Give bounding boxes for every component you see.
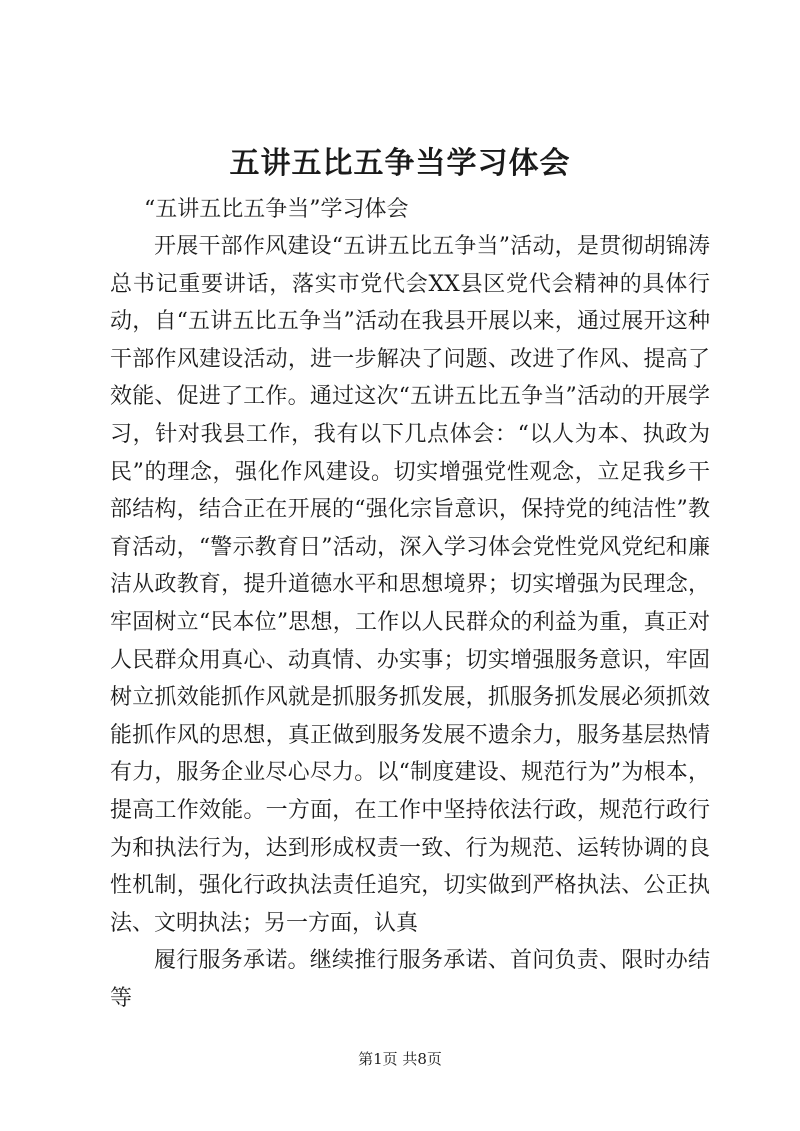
page-number-footer: 第1页 共8页 [358, 1050, 442, 1068]
document-title: 五讲五比五争当学习体会 [229, 146, 571, 181]
document-subtitle: “五讲五比五争当”学习体会 [144, 197, 409, 222]
paragraph: 履行服务承诺。继续推行服务承诺、首问负责、限时办结等 [110, 948, 710, 1011]
document-body [110, 228, 710, 1017]
paragraph: 开展干部作风建设“五讲五比五争当”活动，是贯彻胡锦涛总书记重要讲话，落实市党代会XX县区党代会精神的具体行动，自“五讲五比五争当”活动在我县开展以来，通过展开这种干部作风建设活动，进一步解决了问题、改进了作风、提高了效能、促进了工作。通过这次“五讲五比五争当”活动的开展学习，针对我县工作，我有以下几点体会：“以人为本、执政为民”的理念，强化作风建设。切实增强党性观念，立足我乡干部结构，结合正在开展的“强化宗旨意识，保持党的纯洁性”教育活动，“警示教育日”活动，深入学习体会党性党风党纪和廉洁从政教育，提升道德水平和思想境界；切实增强为民理念，牢固树立“民本位”思想，工作以人民群众的利益为重，真正对人民群众用真心、动真情、办实事；切实增强服务意识，牢固树立抓效能抓作风就是抓服务抓发展，抓服务抓发展必须抓效能抓作风的思想，真正做到服务发展不遗余力，服务基层热情有力，服务企业尽心尽力。以“制度建设、规范行为”为根本，提高工作效能。一方面，在工作中坚持依法行政，规范行政行为和执法行为，达到形成权责一致、行为规范、运转协调的良性机制，强化行政执法责任追究，切实做到严格执法、公正执法、文明执法；另一方面，认真 [110, 234, 710, 936]
